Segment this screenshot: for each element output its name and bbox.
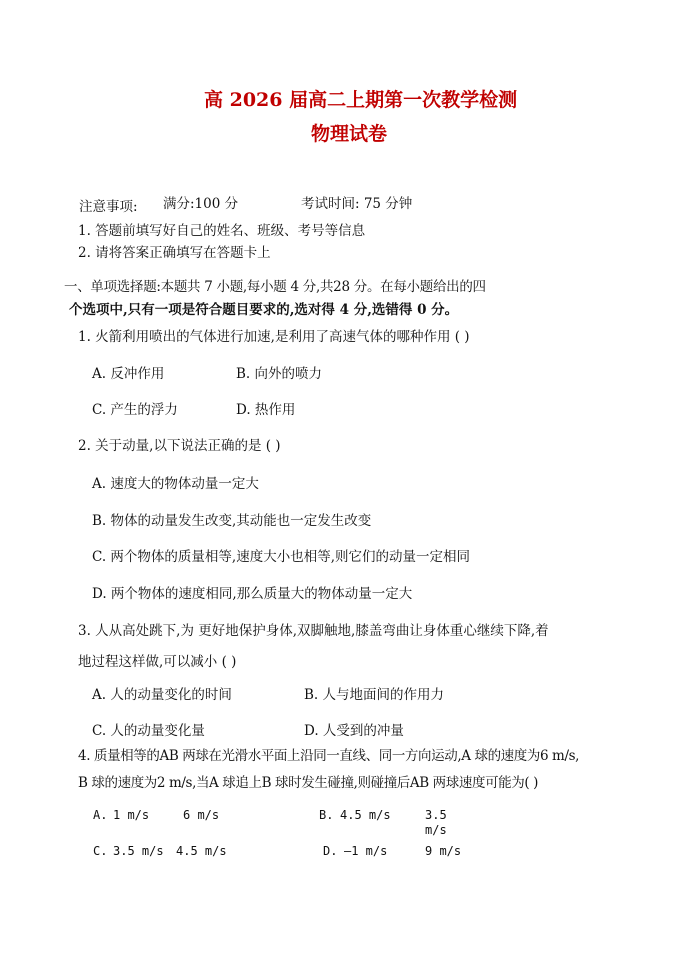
option-c-value-1: 3.5 m/s <box>113 844 164 858</box>
notice-score: 满分:100 分 <box>163 196 239 212</box>
option-c: C. 两个物体的质量相等,速度大小也相等,则它们的动量一定相同 <box>92 549 471 565</box>
option-a: A. 人的动量变化的时间 <box>92 687 232 703</box>
option-b: B. 人与地面间的作用力 <box>304 687 445 703</box>
option-a-value-2: 6 m/s <box>183 808 220 822</box>
option-d: D. 两个物体的速度相同,那么质量大的物体动量一定大 <box>92 586 413 602</box>
question-stem-continued: B 球的速度为2 m/s,当A 球追上B 球时发生碰撞,则碰撞后AB 两球速度可能为( ) <box>78 775 538 791</box>
question-stem-continued: 地过程这样做,可以减小 ( ) <box>78 654 237 670</box>
option-d-value-1: —1 m/s <box>344 844 388 858</box>
question-stem: 4. 质量相等的AB 两球在光滑水平面上沿同一直线、同一方向运动,A 球的速度为6 m/s, <box>78 748 580 764</box>
option-d-label: D. <box>323 844 338 858</box>
notice-item: 2. 请将答案正确填写在答题卡上 <box>78 245 271 261</box>
question-stem: 3. 人从高处跳下,为 更好地保护身体,双脚触地,膝盖弯曲让身体重心继续下降,着 <box>78 623 549 639</box>
option-d: D. 人受到的冲量 <box>304 723 404 739</box>
option-d: D. 热作用 <box>236 402 296 418</box>
question-stem: 1. 火箭利用喷出的气体进行加速,是利用了高速气体的哪种作用 ( ) <box>78 329 470 345</box>
section-heading: 一、单项选择题:本题共 7 小题,每小题 4 分,共28 分。在每小题给出的四 <box>64 279 486 295</box>
notice-time: 考试时间: 75 分钟 <box>301 196 413 212</box>
option-b-label: B. <box>319 808 334 822</box>
option-d-value-2: 9 m/s <box>425 844 462 858</box>
option-b: B. 向外的喷力 <box>236 366 323 382</box>
option-a-value-1: 1 m/s <box>113 808 150 822</box>
option-a: A. 速度大的物体动量一定大 <box>92 476 259 492</box>
option-a: A. 反冲作用 <box>92 366 165 382</box>
option-c-value-2: 4.5 m/s <box>176 844 227 858</box>
exam-subtitle: 物理试卷 <box>311 123 388 145</box>
exam-title: 高 2026 届高二上期第一次教学检测 <box>204 89 518 111</box>
option-b-value-2: 3.5 <box>425 808 447 822</box>
notice-item: 1. 答题前填写好自己的姓名、班级、考号等信息 <box>78 223 366 239</box>
option-c: C. 人的动量变化量 <box>92 723 205 739</box>
question-stem: 2. 关于动量,以下说法正确的是 ( ) <box>78 438 281 454</box>
option-a-label: A. <box>93 808 108 822</box>
option-b: B. 物体的动量发生改变,其动能也一定发生改变 <box>92 513 372 529</box>
notice-label: 注意事项: <box>79 199 138 215</box>
option-c: C. 产生的浮力 <box>92 402 178 418</box>
option-b-value-2-unit: m/s <box>425 823 447 837</box>
option-c-label: C. <box>93 844 108 858</box>
section-heading: 个选项中,只有一项是符合题目要求的,选对得 4 分,选错得 0 分。 <box>69 302 459 318</box>
option-b-value-1: 4.5 m/s <box>340 808 391 822</box>
